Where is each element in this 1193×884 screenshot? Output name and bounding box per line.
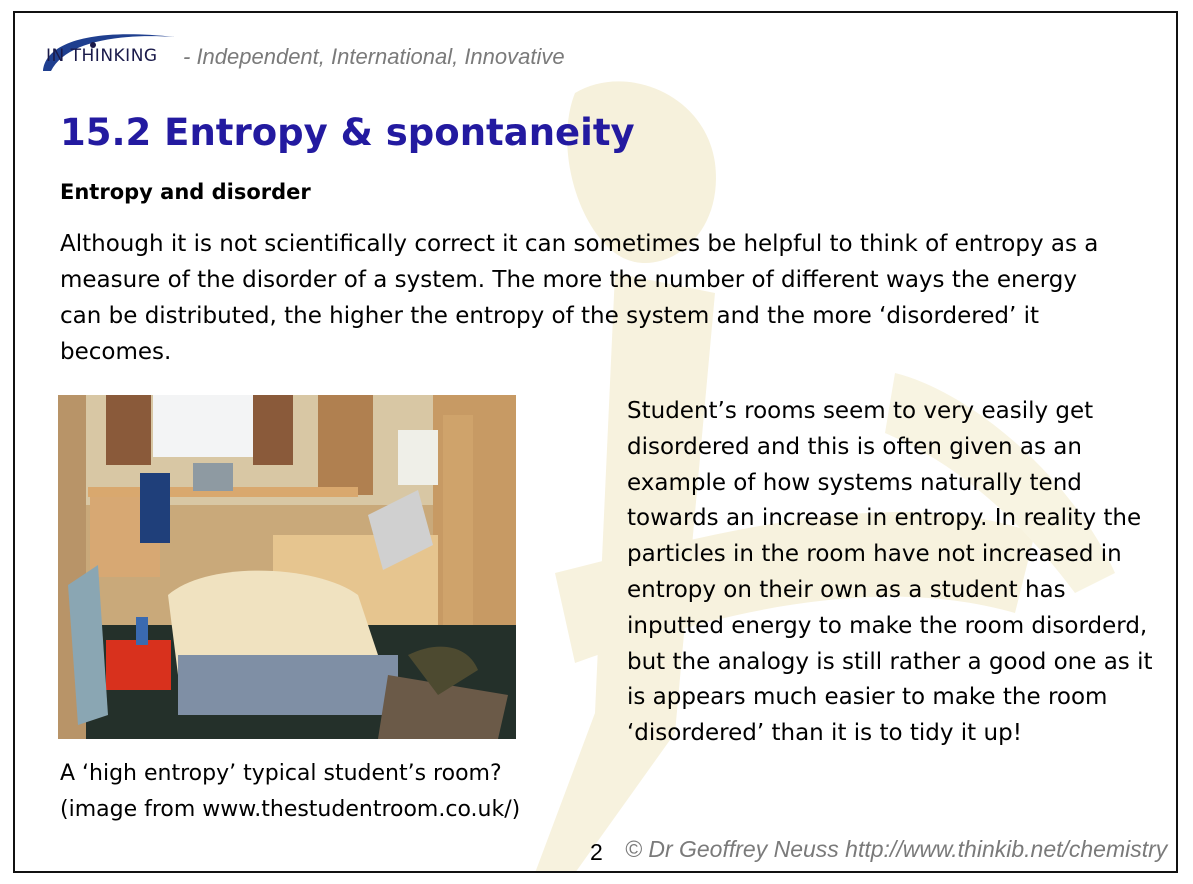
- analogy-paragraph: Student’s rooms seem to very easily get disordered and this is often given as an example of how systems naturally tend towards an increase in entropy. In reality the particles in the room have not increased in entropy on their own as a student has inputted energy to make the room disorderd, but the analogy is still rather a good one as it is appears much easier to make the room ‘disordered’ than it is to tidy it up!: [627, 398, 1153, 747]
- caption-line-2: (image from www.thestudentroom.co.uk/): [60, 797, 521, 822]
- intro-paragraph: Although it is not scientifically correct it can sometimes be helpful to think of entropy as a measure of the disorder of a system. The more the number of different ways the energy can be distributed, the higher the entropy of the system and the more ‘disordered’ it becomes.: [60, 231, 1099, 365]
- photo-caption: [60, 756, 620, 828]
- logo-text: IN THINKING: [46, 46, 158, 66]
- page-number: 2: [590, 839, 603, 865]
- slide-title: 15.2 Entropy & spontaneity: [60, 111, 635, 154]
- caption-line-1: A ‘high entropy’ typical student’s room?: [60, 761, 502, 786]
- student-room-photo: [58, 395, 516, 739]
- copyright-footer: © Dr Geoffrey Neuss http://www.thinkib.net/chemistry: [625, 836, 1168, 862]
- section-subheading: Entropy and disorder: [60, 180, 311, 204]
- tagline: - Independent, International, Innovative: [183, 44, 565, 69]
- slide: [13, 11, 1178, 873]
